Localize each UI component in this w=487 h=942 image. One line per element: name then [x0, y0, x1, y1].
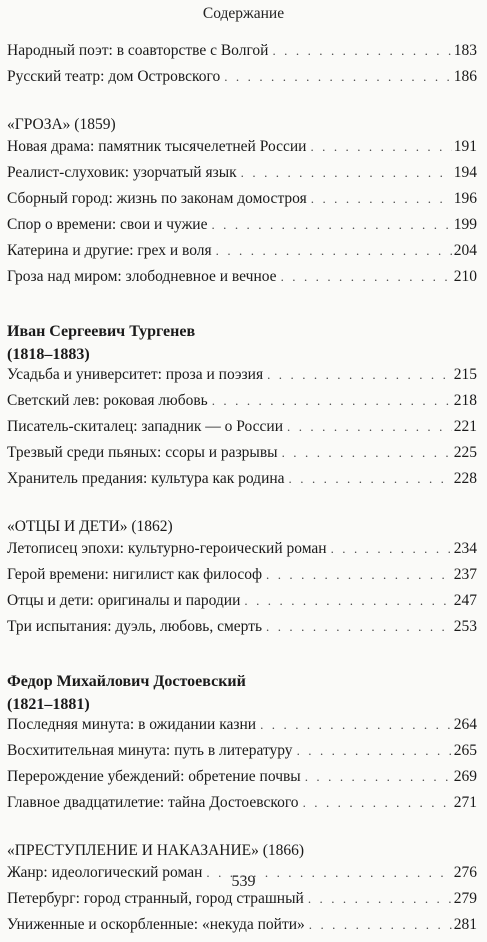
dot-leader	[241, 165, 452, 181]
toc-entry-page: 264	[453, 716, 477, 733]
dot-leader	[272, 43, 451, 59]
toc-entry	[7, 742, 477, 768]
toc-entry-page: 269	[453, 768, 477, 785]
toc-entry-title: Униженные и оскорбленные: «некуда пойти»	[7, 916, 305, 933]
toc-entry	[7, 216, 477, 242]
dot-leader	[297, 743, 452, 759]
toc-entry-title: Спор о времени: свои и чужие	[7, 216, 208, 233]
toc-entry-title: Летописец эпохи: культурно-героический роман	[7, 540, 327, 557]
toc-entry-title: Русский театр: дом Островского	[7, 68, 221, 85]
toc-entry-page: 225	[453, 444, 477, 461]
toc-entry-title: Сборный город: жизнь по законам домостроя	[7, 190, 307, 207]
toc-entry	[7, 618, 477, 644]
dot-leader	[211, 217, 451, 233]
toc-entry-page: 186	[453, 68, 477, 85]
toc-entry-page: 234	[453, 540, 477, 557]
toc-entry	[7, 242, 477, 268]
toc-entry	[7, 268, 477, 294]
toc-entry	[7, 470, 477, 496]
work-heading: «ПРЕСТУПЛЕНИЕ И НАКАЗАНИЕ» (1866)	[7, 842, 305, 859]
toc-entry-page: 228	[453, 470, 477, 487]
dot-leader	[303, 795, 452, 811]
toc-entry-title: Отцы и дети: оригиналы и пародии	[7, 592, 241, 609]
toc-entry	[7, 566, 477, 592]
author-years: (1818–1883)	[7, 346, 90, 363]
toc-entry-page: 281	[453, 916, 477, 933]
toc-entry-title: Гроза над миром: злободневное и вечное	[7, 268, 277, 285]
toc-entry-page: 237	[453, 566, 477, 583]
dot-leader	[310, 139, 451, 155]
toc-entry-title: Последняя минута: в ожидании казни	[7, 716, 257, 733]
toc-entry-title: Катерина и другие: грех и воля	[7, 242, 212, 259]
toc-entry	[7, 366, 477, 392]
dot-leader	[244, 593, 451, 609]
toc-entry	[7, 444, 477, 470]
dot-leader	[260, 717, 452, 733]
toc-entry-title: Народный поэт: в соавторстве с Волгой	[7, 42, 269, 59]
toc-entry-page: 183	[453, 42, 477, 59]
toc-entry-title: Трезвый среди пьяных: ссоры и разрывы	[7, 444, 278, 461]
dot-leader	[266, 567, 452, 583]
toc-entry	[7, 392, 477, 418]
toc-entry-page: 247	[453, 592, 477, 609]
toc-entry-page: 204	[453, 242, 477, 259]
toc-entry-title: Жанр: идеологический роман	[7, 864, 203, 881]
table-of-contents	[7, 42, 477, 942]
toc-entry	[7, 540, 477, 566]
dot-leader	[224, 69, 452, 85]
toc-entry-page: 210	[453, 268, 477, 285]
dot-leader	[281, 269, 452, 285]
toc-entry-page: 253	[453, 618, 477, 635]
dot-leader	[309, 917, 452, 933]
toc-entry-page: 271	[453, 794, 477, 811]
toc-entry-title: Хранитель предания: культура как родина	[7, 470, 285, 487]
author-years: (1821–1881)	[7, 696, 90, 713]
toc-entry	[7, 916, 477, 942]
toc-entry-page: 196	[453, 190, 477, 207]
toc-entry	[7, 794, 477, 820]
toc-entry-page: 221	[453, 418, 477, 435]
toc-entry-page: 215	[453, 366, 477, 383]
toc-entry-title: Главное двадцатилетие: тайна Достоевского	[7, 794, 299, 811]
dot-leader	[212, 393, 452, 409]
toc-entry	[7, 190, 477, 216]
toc-entry	[7, 592, 477, 618]
dot-leader	[289, 471, 452, 487]
toc-entry-title: Восхитительная минута: путь в литературу	[7, 742, 293, 759]
toc-entry-page: 194	[453, 164, 477, 181]
toc-entry-title: Светский лев: роковая любовь	[7, 392, 208, 409]
toc-entry	[7, 716, 477, 742]
toc-entry	[7, 768, 477, 794]
toc-entry-title: Реалист-слуховик: узорчатый язык	[7, 164, 237, 181]
work-heading: «ГРОЗА» (1859)	[7, 116, 116, 133]
toc-entry-title: Петербург: город странный, город страшный	[7, 890, 304, 907]
toc-entry-page: 191	[453, 138, 477, 155]
toc-entry-page: 265	[453, 742, 477, 759]
toc-entry-page: 276	[453, 864, 477, 881]
author-name: Иван Сергеевич Тургенев	[7, 323, 196, 340]
dot-leader	[311, 191, 452, 207]
running-head: Содержание	[202, 5, 285, 22]
dot-leader	[267, 367, 452, 383]
toc-entry-title: Писатель-скиталец: западник — о России	[7, 418, 284, 435]
toc-entry-title: Три испытания: дуэль, любовь, смерть	[7, 618, 263, 635]
toc-entry-page: 218	[453, 392, 477, 409]
toc-entry-title: Перерождение убеждений: обретение почвы	[7, 768, 301, 785]
toc-entry	[7, 68, 477, 94]
toc-entry-page: 199	[453, 216, 477, 233]
toc-entry	[7, 42, 477, 68]
author-name: Федор Михайлович Достоевский	[7, 673, 246, 690]
page-number: 539	[231, 873, 256, 890]
dot-leader	[266, 619, 452, 635]
dot-leader	[216, 243, 452, 259]
toc-entry-page: 279	[453, 890, 477, 907]
toc-entry-title: Герой времени: нигилист как философ	[7, 566, 263, 583]
dot-leader	[282, 445, 452, 461]
dot-leader	[331, 541, 452, 557]
toc-entry	[7, 164, 477, 190]
toc-entry-title: Новая драма: памятник тысячелетней России	[7, 138, 307, 155]
toc-entry-title: Усадьба и университет: проза и поэзия	[7, 366, 264, 383]
dot-leader	[305, 769, 452, 785]
dot-leader	[308, 891, 452, 907]
toc-entry	[7, 138, 477, 164]
toc-entry	[7, 890, 477, 916]
toc-entry	[7, 418, 477, 444]
dot-leader	[287, 419, 452, 435]
work-heading: «ОТЦЫ И ДЕТИ» (1862)	[7, 518, 173, 535]
